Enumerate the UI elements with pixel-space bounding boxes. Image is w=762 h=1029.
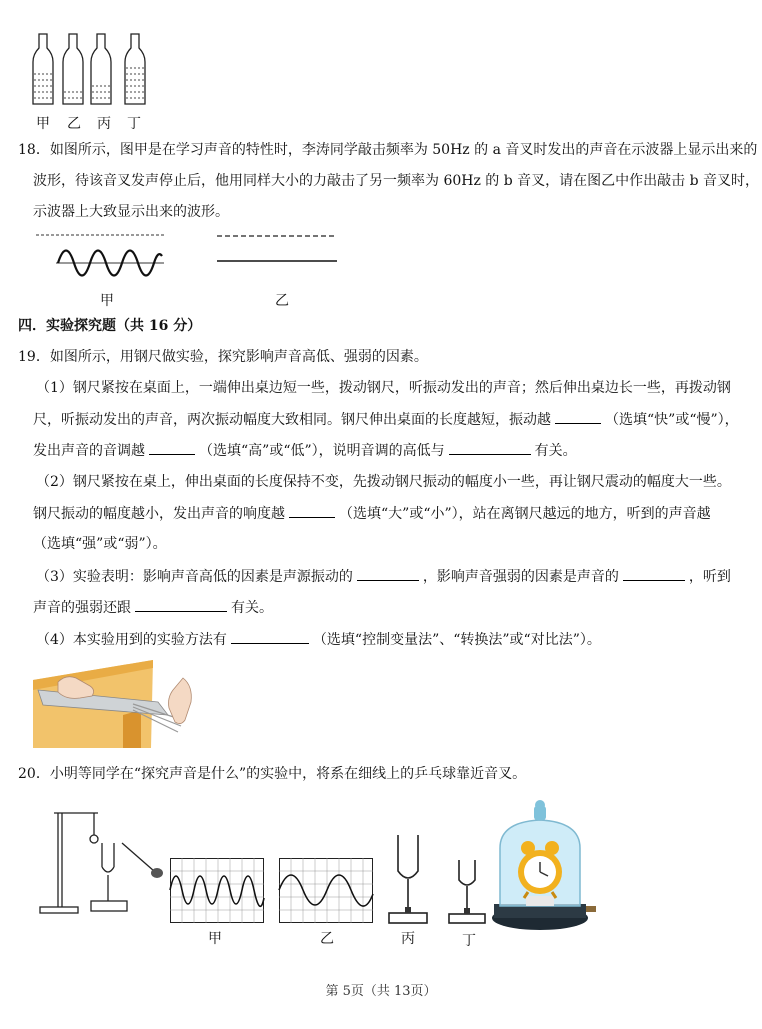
q19-p1-line-2 [33, 409, 739, 430]
q20-label-bing: 丙 [401, 931, 415, 947]
q19-p4-text: （4）本实验用到的实验方法有 [36, 632, 227, 648]
stand-tuning-fork-figure [36, 805, 171, 920]
answer-blank-loudness[interactable] [289, 503, 335, 518]
answer-blank-speed[interactable] [555, 409, 601, 424]
q20-label-ding: 丁 [462, 933, 476, 949]
q19-p1-line-3 [33, 440, 577, 461]
q19-p1-line-1: （1）钢尺紧按在桌面上，一端伸出桌边短一些，拨动钢尺，听振动发出的声音；然后伸出桌边长一些，再拨动钢 [36, 380, 731, 396]
tuning-fork-bing [383, 833, 433, 928]
q19-p2-line-3: （选填“强”或“弱”）。 [33, 536, 167, 552]
page-footer: 第 5页（共 13页） [325, 984, 437, 999]
bottles-figure [30, 30, 160, 110]
ruler-table-image [33, 660, 208, 750]
q20-label-yi: 乙 [320, 931, 334, 947]
q20-label-jia: 甲 [208, 931, 222, 947]
q18-label-yi: 乙 [275, 293, 289, 309]
q19-p3-line-1-mid: ，影响声音强弱的因素是声音的 [422, 569, 619, 585]
waveform-jia [36, 228, 166, 283]
q19-p2-line-2-text: 钢尺振动的幅度越小，发出声音的响度越 [33, 506, 285, 522]
q19-p3-line-2-text: 声音的强弱还跟 [33, 600, 131, 616]
oscilloscope-jia [170, 858, 264, 923]
answer-blank-method[interactable] [231, 629, 309, 644]
bottle-label-bing: 丙 [97, 116, 111, 132]
bottle-label-ding: 丁 [127, 116, 141, 132]
q19-p2-line-2 [33, 503, 711, 524]
q18-line-3: 示波器上大致显示出来的波形。 [33, 204, 229, 220]
q19-p3-line-1-text: （3）实验表明：影响声音高低的因素是声源振动的 [36, 569, 353, 585]
q19-p1-line-2-tail: （选填“快”或“慢”）， [605, 412, 739, 428]
q19-p3-line-1-tail: ，听到 [688, 569, 731, 585]
q19-p2-line-2-tail: （选填“大”或“小”），站在离钢尺越远的地方，听到的声音越 [339, 506, 711, 522]
answer-blank-distance[interactable] [135, 597, 227, 612]
q19-p3-line-1 [36, 566, 731, 587]
answer-blank-pitch-factor[interactable] [449, 440, 531, 455]
q20-intro: 20．小明等同学在“探究声音是什么”的实验中，将系在细线上的乒乓球靠近音叉。 [18, 766, 527, 782]
q19-p3-line-2 [33, 597, 273, 618]
q19-p1-line-3-text: 发出声音的音调越 [33, 443, 145, 459]
q19-p4 [36, 629, 601, 650]
q19-p3-line-2-tail: 有关。 [231, 600, 273, 616]
answer-blank-amplitude[interactable] [623, 566, 685, 581]
answer-blank-pitch[interactable] [149, 440, 195, 455]
q19-p1-line-3-mid: （选填“高”或“低”），说明音调的高低与 [199, 443, 445, 459]
bell-jar-alarm-clock [490, 800, 600, 935]
q18-line-2: 波形，待该音叉发声停止后，他用同样大小的力敲击了另一频率为 60Hz 的 b 音叉，请在图乙中作出敲击 b 音叉时， [33, 173, 760, 189]
q19-p1-line-2-text: 尺，听振动发出的声音，两次振动幅度大致相同。钢尺伸出桌面的长度越短，振动越 [33, 412, 551, 428]
q18-label-jia: 甲 [100, 293, 114, 309]
section-heading: 四．实验探究题（共 16 分） [18, 318, 202, 334]
q19-p4-tail: （选填“控制变量法”、“转换法”或“对比法”）。 [312, 632, 601, 648]
bottle-label-yi: 乙 [67, 116, 81, 132]
oscilloscope-yi [279, 858, 373, 923]
waveform-yi-blank [215, 228, 340, 268]
bottle-label-jia: 甲 [36, 116, 50, 132]
q18-line-1: 18．如图所示，图甲是在学习声音的特性时，李涛同学敲击频率为 50Hz 的 a 音叉时发出的声音在示波器上显示出来的 [18, 142, 758, 158]
q19-p2-line-1: （2）钢尺紧按在桌上，伸出桌面的长度保持不变，先拨动钢尺振动的幅度小一些，再让钢尺震动的幅度大一些。 [36, 474, 731, 490]
tuning-fork-ding [445, 858, 490, 928]
q19-p1-line-3-tail: 有关。 [534, 443, 577, 459]
q19-intro: 19．如图所示，用钢尺做实验，探究影响声音高低、强弱的因素。 [18, 349, 428, 365]
answer-blank-frequency[interactable] [357, 566, 419, 581]
